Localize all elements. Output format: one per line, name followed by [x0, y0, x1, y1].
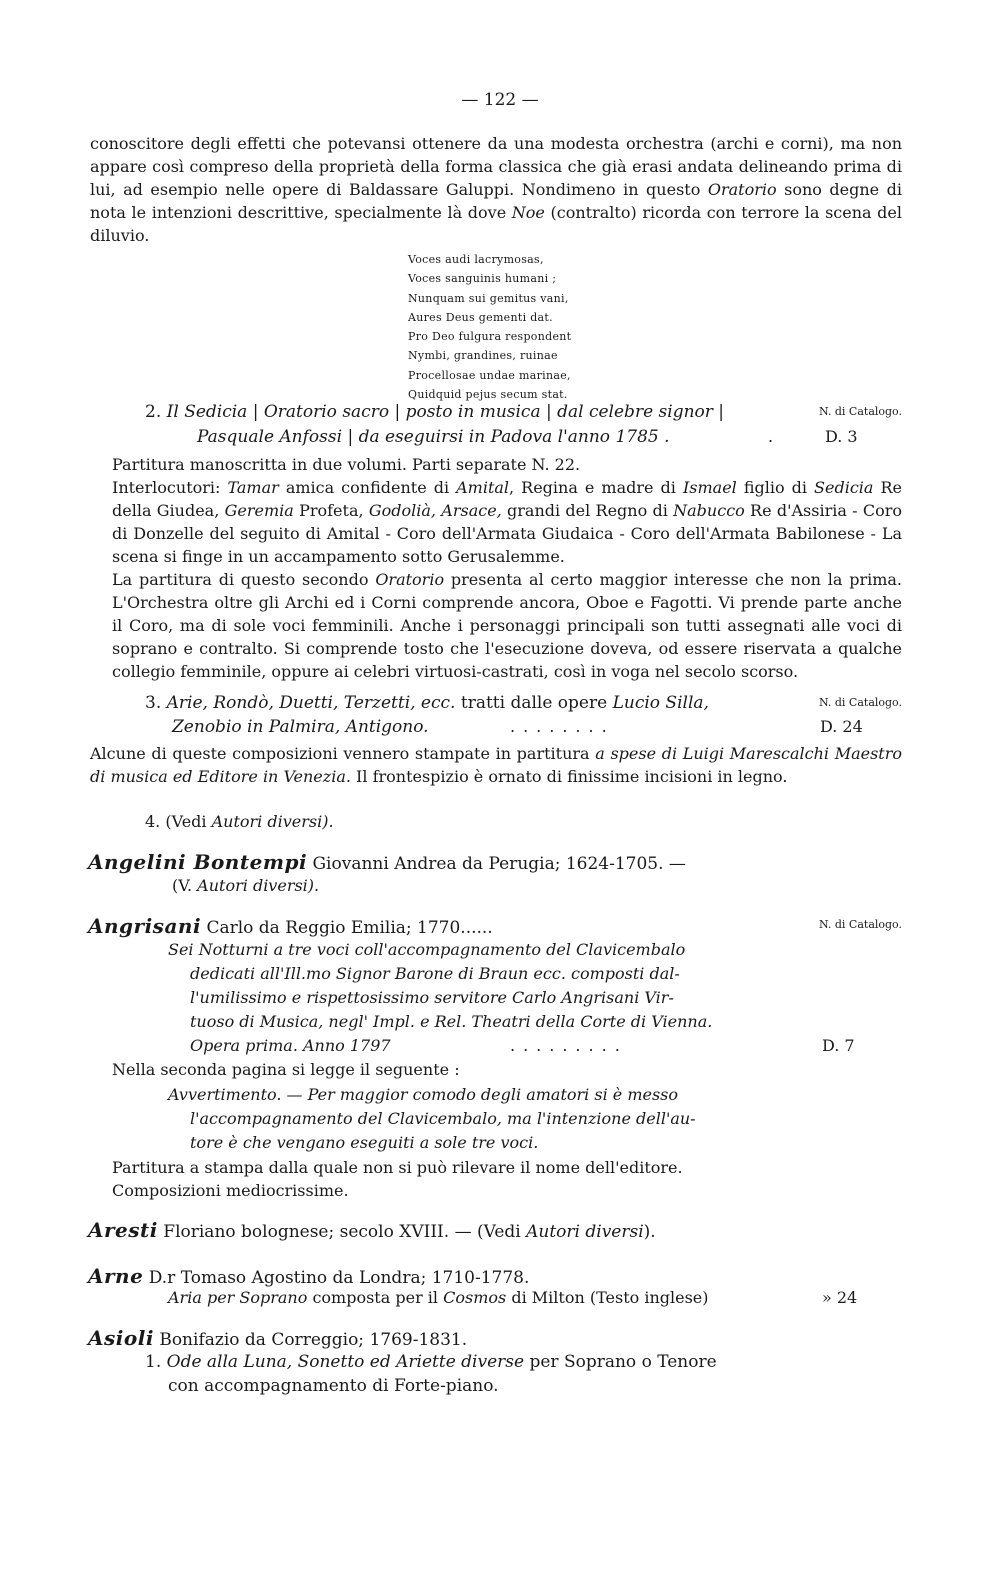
angrisani-warning: tore è che vengano eseguiti a sole tre voci. — [190, 1133, 539, 1152]
text-italic: Sedicia — [814, 478, 874, 497]
dot: . — [768, 427, 774, 446]
catalog-label: N. di Catalogo. — [818, 405, 902, 418]
catalog-number: D. 3 — [825, 427, 858, 446]
entry-number: 2. — [145, 402, 162, 422]
author-angrisani — [88, 914, 493, 938]
poem-line: Voces sanguinis humani ; — [408, 272, 557, 286]
text: conoscitore degli effetti che potevansi ottenere da una modesta orchestra (archi e corni), ma non appare così compreso della proprietà della forma classica che già erasi andata delineando prima di lui, ad esempio nelle opere di Baldassare Galuppi. Nondimeno in questo — [90, 134, 902, 199]
author-aresti — [88, 1218, 656, 1242]
paragraph-score: Partitura manoscritta in due volumi. Parti separate N. 22. — [112, 455, 581, 474]
text: Bonifazio da Correggio; 1769-1831. — [153, 1330, 468, 1350]
angrisani-note: Nella seconda pagina si legge il seguente : — [112, 1060, 460, 1079]
angrisani-warning: l'accompagnamento del Clavicembalo, ma l'intenzione dell'au- — [190, 1109, 696, 1128]
angrisani-title: l'umilissimo e rispettosissimo servitore Carlo Angrisani Vir- — [190, 988, 674, 1007]
catalog-number: D. 7 — [822, 1036, 855, 1055]
text-italic: Cosmos — [443, 1288, 507, 1307]
leader-dots: ......... — [510, 1036, 628, 1055]
text: (contralto) ricorda con terrore la scena del diluvio. — [90, 203, 903, 245]
author-arne — [88, 1264, 529, 1288]
leader-dots: ........ — [510, 717, 615, 736]
text: (Vedi — [165, 812, 212, 831]
paragraph-printed — [90, 742, 902, 788]
text-italic: Godolià, Arsace, — [368, 501, 502, 520]
entry-3-title-line1 — [145, 693, 709, 713]
poem-line: Nunquam sui gemitus vani, — [408, 291, 569, 305]
catalog-number: D. 24 — [820, 717, 863, 736]
author-asioli — [88, 1326, 467, 1350]
text: D.r Tomaso Agostino da Londra; 1710-1778. — [143, 1268, 530, 1288]
angrisani-note: Partitura a stampa dalla quale non si può rilevare il nome dell'editore. — [112, 1158, 683, 1177]
text: , Regina e madre di — [509, 478, 683, 497]
asioli-entry — [145, 1352, 717, 1372]
asioli-entry: con accompagnamento di Forte-piano. — [168, 1376, 499, 1396]
text: Giovanni Andrea da Perugia; 1624-1705. — — [307, 854, 686, 874]
text-italic: Autori diversi). — [197, 876, 320, 895]
text-italic: Geremia — [224, 501, 294, 520]
text: Interlocutori: — [112, 478, 228, 497]
author-name: Angrisani — [88, 914, 202, 938]
poem-line: Procellosae undae marinae, — [408, 368, 571, 382]
text: Il Sedicia | Oratorio sacro | posto in musica | dal celebre signor | — [166, 402, 725, 422]
poem-line: Voces audi lacrymosas, — [408, 253, 544, 266]
text: sono degne di nota le intenzioni descrittive, specialmente là dove — [90, 180, 903, 222]
paragraph-interlocutors — [112, 476, 902, 568]
poem-line: Pro Deo fulgura respondent — [408, 330, 572, 344]
poem-line: Quidquid pejus secum stat. — [408, 388, 568, 402]
text: figlio di — [736, 478, 815, 497]
text: presenta al certo maggior interesse che non la prima. L'Orchestra oltre gli Archi ed i Corni comprende ancora, Oboe e Fagotti. Vi prende parte anche il Coro, ma di sole voci femminili. Anche i personaggi principali son tutti assegnati alle voci di soprano e contralto. Si comprende tosto che l'esecuzione doveva, od essere riservata a qualche collegio femminile, oppure ai celebri virtuosi-castrati, così in voga nel secolo scorso. — [112, 570, 902, 681]
entry-number: 4. — [145, 812, 161, 831]
catalog-label: N. di Catalogo. — [818, 696, 902, 709]
arne-entry — [168, 1288, 709, 1307]
entry-2-title-line2: Pasquale Anfossi | da eseguirsi in Padova l'anno 1785 . — [197, 427, 670, 447]
poem-line: Nymbi, grandines, ruinae — [408, 349, 558, 363]
text: Carlo da Reggio Emilia; 1770...... — [201, 918, 493, 938]
text: amica confidente di — [278, 478, 457, 497]
text: tratti dalle opere — [455, 693, 613, 713]
angrisani-title: Opera prima. Anno 1797 — [190, 1036, 391, 1055]
latin-poem — [408, 250, 571, 404]
text: Re d'Assiria - Coro di Donzelle del seguito di Amital - Coro dell'Armata Giudaica - Coro dell'Armata Babilonese - La scena si finge in un accampamento sotto Gerusalemme. — [112, 501, 903, 566]
angrisani-title: Sei Notturni a tre voci coll'accompagnamento del Clavicembalo — [168, 940, 686, 959]
text-italic: Autori diversi). — [211, 812, 334, 831]
paragraph-intro — [90, 132, 902, 247]
angelini-note — [172, 876, 319, 895]
text: di Milton (Testo inglese) — [506, 1288, 709, 1307]
text-italic: Tamar — [227, 478, 279, 497]
text-italic: Amital — [456, 478, 510, 497]
author-name: Angelini Bontempi — [88, 850, 308, 874]
text-italic: Noe — [511, 203, 545, 222]
author-angelini — [88, 850, 686, 874]
text: Floriano bolognese; secolo XVIII. — (Vedi — [157, 1222, 527, 1242]
angrisani-title: dedicati all'Ill.mo Signor Barone di Braun ecc. composti dal- — [190, 964, 680, 983]
text: La partitura di questo secondo — [112, 570, 376, 589]
text-italic: Ode alla Luna, Sonetto ed Ariette diverse — [166, 1352, 525, 1372]
text-italic: Nabucco — [673, 501, 745, 520]
text: Il frontespizio è ornato di finissime incisioni in legno. — [350, 767, 788, 786]
angrisani-title: tuoso di Musica, negl' Impl. e Rel. Theatri della Corte di Vienna. — [190, 1012, 713, 1031]
catalog-label: N. di Catalogo. — [818, 918, 902, 931]
text: ). — [643, 1222, 656, 1242]
text: Alcune di queste composizioni vennero stampate in partitura — [90, 744, 596, 763]
text: Profeta, — [293, 501, 369, 520]
poem-line: Aures Deus gementi dat. — [408, 310, 553, 324]
text-italic: a spese di Luigi Marescalchi Maestro di musica ed Editore in Venezia. — [90, 744, 903, 786]
catalog-number: » 24 — [822, 1288, 858, 1307]
text-italic: Lucio Silla, — [612, 693, 709, 713]
author-name: Aresti — [88, 1218, 158, 1242]
text: grandi del Regno di — [501, 501, 674, 520]
text-italic: Oratorio — [375, 570, 445, 589]
text: Re della Giudea, — [112, 478, 903, 520]
entry-2-title-line1 — [145, 402, 724, 422]
page-number: — 122 — — [461, 90, 539, 110]
text-italic: Arie, Rondò, Duetti, Terzetti, ecc. — [166, 693, 456, 713]
entry-number: 1. — [145, 1352, 162, 1372]
angrisani-warning: Avvertimento. — Per maggior comodo degli amatori si è messo — [168, 1085, 679, 1104]
text-italic: Oratorio — [707, 180, 777, 199]
paragraph-orchestra — [112, 568, 902, 683]
text-italic: Aria per Soprano — [168, 1288, 308, 1307]
entry-3-title-line2: Zenobio in Palmira, Antigono. — [172, 717, 429, 737]
author-name: Asioli — [88, 1326, 154, 1350]
entry-4 — [145, 812, 334, 831]
text: (V. — [172, 876, 198, 895]
angrisani-note: Composizioni mediocrissime. — [112, 1181, 349, 1200]
author-name: Arne — [88, 1264, 144, 1288]
text-italic: Autori diversi — [526, 1222, 644, 1242]
entry-number: 3. — [145, 693, 162, 713]
text: composta per il — [307, 1288, 444, 1307]
text: per Soprano o Tenore — [524, 1352, 717, 1372]
text-italic: Ismael — [682, 478, 737, 497]
